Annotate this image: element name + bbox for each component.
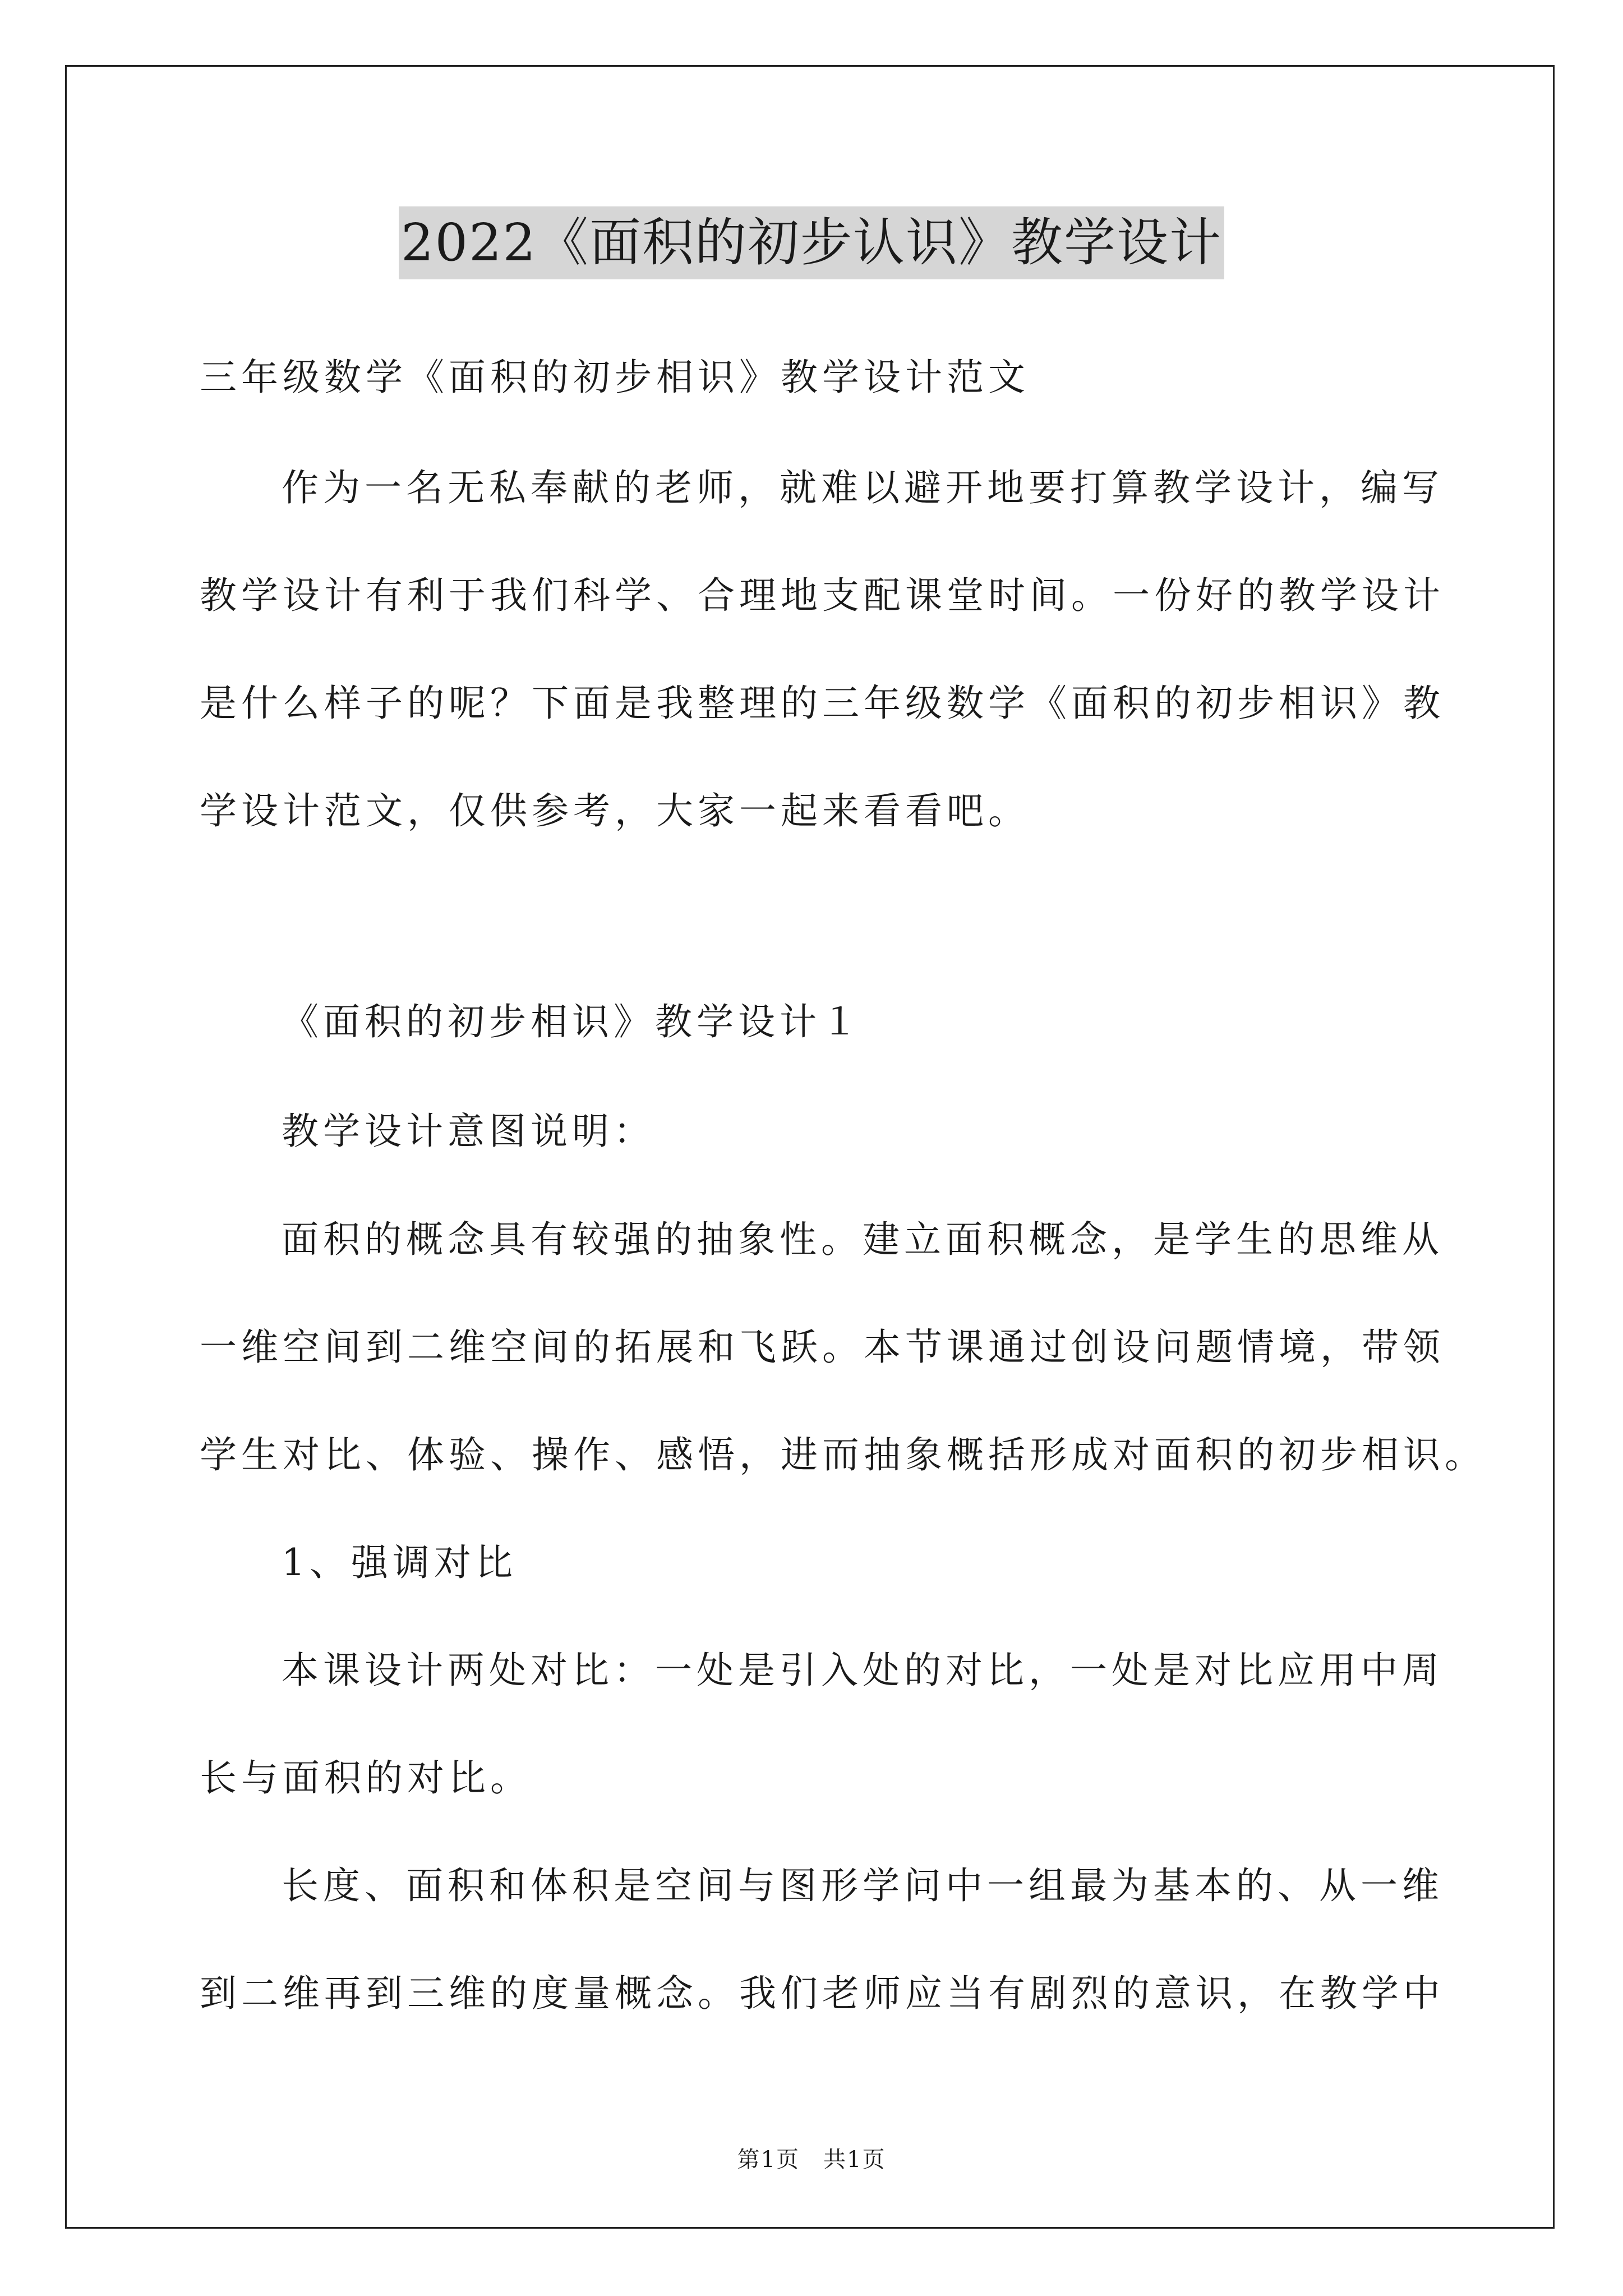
paragraph-line: 是什么样子的呢？下面是我整理的三年级数学《面积的初步相识》教 — [200, 682, 1445, 725]
title-container — [0, 206, 1623, 279]
paragraph-line: 教学设计有利于我们科学、合理地支配课堂时间。一份好的教学设计 — [200, 574, 1445, 617]
paragraph-line: 一维空间到二维空间的拓展和飞跃。本节课通过创设问题情境，带领 — [200, 1326, 1445, 1369]
page-footer: 第1页 共1页 — [737, 2147, 886, 2173]
paragraph-line: 教学设计意图说明： — [282, 1110, 655, 1153]
paragraph-line: 面积的概念具有较强的抽象性。建立面积概念，是学生的思维从 — [282, 1218, 1444, 1261]
paragraph-line: 学设计范文，仅供参考，大家一起来看看吧。 — [200, 789, 1030, 832]
paragraph-line: 学生对比、体验、操作、感悟，进而抽象概括形成对面积的初步相识。 — [200, 1433, 1486, 1476]
paragraph-line: 长度、面积和体积是空间与图形学问中一组最为基本的、从一维 — [282, 1864, 1444, 1907]
document-title: 2022《面积的初步认识》教学设计 — [399, 206, 1224, 279]
subtitle-line: 三年级数学《面积的初步相识》教学设计范文 — [200, 356, 1030, 399]
paragraph-line: 1、强调对比 — [282, 1541, 517, 1584]
section-heading: 《面积的初步相识》教学设计１ — [282, 1000, 863, 1043]
paragraph-line: 到二维再到三维的度量概念。我们老师应当有剧烈的意识，在教学中 — [200, 1972, 1445, 2015]
paragraph-line: 作为一名无私奉献的老师，就难以避开地要打算教学设计，编写 — [282, 466, 1444, 509]
paragraph-line: 本课设计两处对比：一处是引入处的对比，一处是对比应用中周 — [282, 1649, 1444, 1692]
paragraph-line: 长与面积的对比。 — [200, 1756, 532, 1800]
